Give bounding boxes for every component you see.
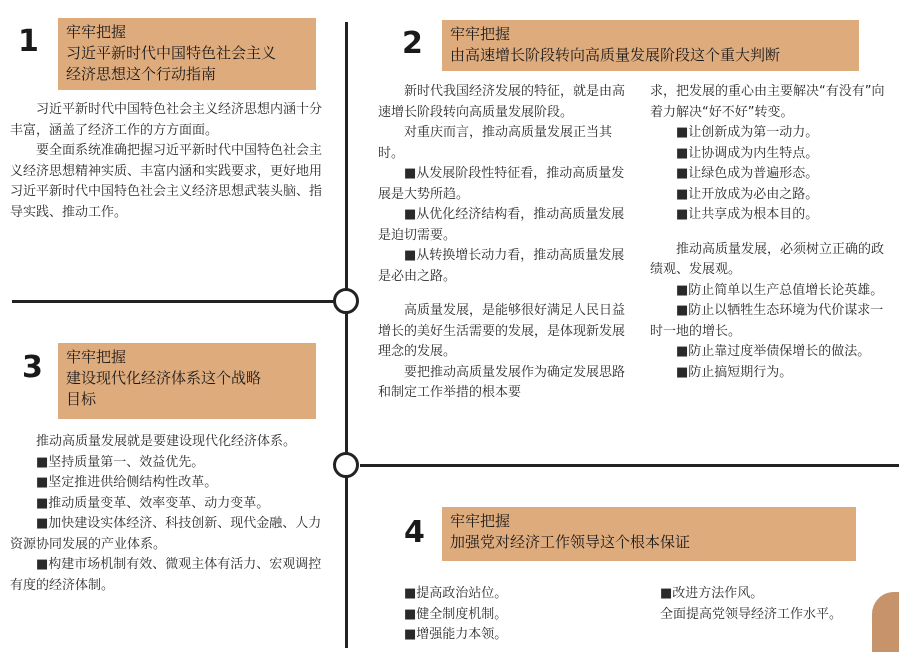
page-corner-decoration — [872, 592, 899, 652]
section-2-list-item: ■防止靠过度举债保增长的做法。 — [676, 344, 871, 359]
section-4-column-right — [634, 584, 866, 625]
section-4-number: 4 — [404, 515, 425, 550]
section-2-list-item: ■从发展阶段性特征看，推动高质量发展是大势所趋。 — [378, 166, 625, 202]
section-3-title-line1: 牢牢把握 — [66, 348, 127, 366]
section-3-banner — [58, 343, 316, 419]
section-1-number: 1 — [18, 24, 39, 59]
section-3-list-item: ■推动质量变革、效率变革、动力变革。 — [36, 495, 270, 511]
section-3-title-line2: 建设现代化经济体系这个战略 — [66, 369, 262, 387]
junction-circle-bottom — [333, 452, 359, 478]
section-1-body — [10, 100, 322, 223]
section-3-list-item: ■加快建设实体经济、科技创新、现代金融、人力资源协同发展的产业体系。 — [10, 516, 322, 552]
section-2-paragraph: 对重庆而言，推动高质量发展正当其时。 — [378, 125, 613, 161]
section-2-column-right — [650, 82, 894, 383]
section-2-list-item: ■让开放成为必由之路。 — [676, 186, 819, 202]
section-4-title-line2: 加强党对经济工作领导这个根本保证 — [450, 533, 691, 551]
section-2-list-item: ■让绿色成为普遍形态。 — [676, 166, 819, 181]
section-2-paragraph: 高质量发展，是能够很好满足人民日益增长的美好生活需要的发展，是体现新发展理念的发展。 — [378, 303, 626, 359]
section-1-title-line3: 经济思想这个行动指南 — [66, 65, 217, 83]
section-3-list-item: ■坚持质量第一、效益优先。 — [36, 454, 205, 470]
section-4-title-line1: 牢牢把握 — [450, 512, 511, 530]
section-3-list-item: ■构建市场机制有效、微观主体有活力、宏观调控有度的经济体制。 — [10, 557, 322, 593]
horizontal-divider-top — [12, 300, 334, 303]
junction-circle-top — [333, 288, 359, 314]
section-4-list-item: ■提高政治站位。 — [404, 586, 508, 601]
section-2-list-item: ■让创新成为第一动力。 — [676, 125, 819, 140]
section-2-column-left — [378, 82, 626, 404]
section-4-paragraph: 全面提高党领导经济工作水平。 — [660, 606, 843, 622]
section-1-title-line2: 习近平新时代中国特色社会主义 — [66, 44, 277, 62]
section-3-title-line3: 目标 — [66, 390, 97, 408]
section-2-paragraph: 求，把发展的重心由主要解决“有没有”向着力解决“好不好”转变。 — [650, 84, 885, 120]
section-2-list-item: ■防止搞短期行为。 — [676, 364, 793, 380]
section-2-list-item: ■从优化经济结构看，推动高质量发展是迫切需要。 — [378, 207, 625, 243]
section-2-list-item: ■防止以牺牲生态环境为代价谋求一时一地的增长。 — [650, 303, 884, 339]
section-2-title-line1: 牢牢把握 — [450, 25, 511, 43]
section-3-body — [10, 432, 322, 596]
section-2-number: 2 — [402, 26, 423, 61]
section-4-column-left — [404, 584, 634, 646]
vertical-divider — [345, 22, 348, 648]
horizontal-divider-bottom — [360, 464, 899, 467]
section-2-list-item: ■让共享成为根本目的。 — [676, 207, 819, 222]
section-1-paragraph: 要全面系统准确把握习近平新时代中国特色社会主义经济思想精神实质、丰富内涵和实践要求，更好地用习近平新时代中国特色社会主义经济思想武装头脑、指导实践、推动工作。 — [10, 143, 323, 220]
section-2-list-item: ■防止简单以生产总值增长论英雄。 — [676, 282, 884, 298]
section-3-paragraph: 推动高质量发展就是要建设现代化经济体系。 — [36, 434, 297, 449]
section-3-number: 3 — [22, 350, 43, 385]
section-4-list-item: ■增强能力本领。 — [404, 627, 508, 642]
section-1-title-line1: 牢牢把握 — [66, 23, 127, 41]
section-2-list-item: ■让协调成为内生特点。 — [676, 145, 819, 161]
section-1-paragraph: 习近平新时代中国特色社会主义经济思想内涵十分丰富，涵盖了经济工作的方方面面。 — [10, 102, 323, 138]
section-2-paragraph: 要把推动高质量发展作为确定发展思路和制定工作举措的根本要 — [378, 364, 626, 400]
section-4-banner — [442, 507, 856, 561]
section-2-paragraph: 推动高质量发展，必须树立正确的政绩观、发展观。 — [650, 241, 885, 277]
section-4-list-item: ■改进方法作风。 — [660, 586, 764, 601]
section-1-banner — [58, 18, 316, 90]
section-4-list-item: ■健全制度机制。 — [404, 606, 508, 622]
section-2-paragraph: 新时代我国经济发展的特征，就是由高速增长阶段转向高质量发展阶段。 — [378, 84, 626, 120]
section-2-title-line2: 由高速增长阶段转向高质量发展阶段这个重大判断 — [450, 46, 781, 64]
section-2-banner — [442, 20, 859, 71]
section-3-list-item: ■坚定推进供给侧结构性改革。 — [36, 475, 218, 490]
section-2-list-item: ■从转换增长动力看，推动高质量发展是必由之路。 — [378, 248, 625, 284]
